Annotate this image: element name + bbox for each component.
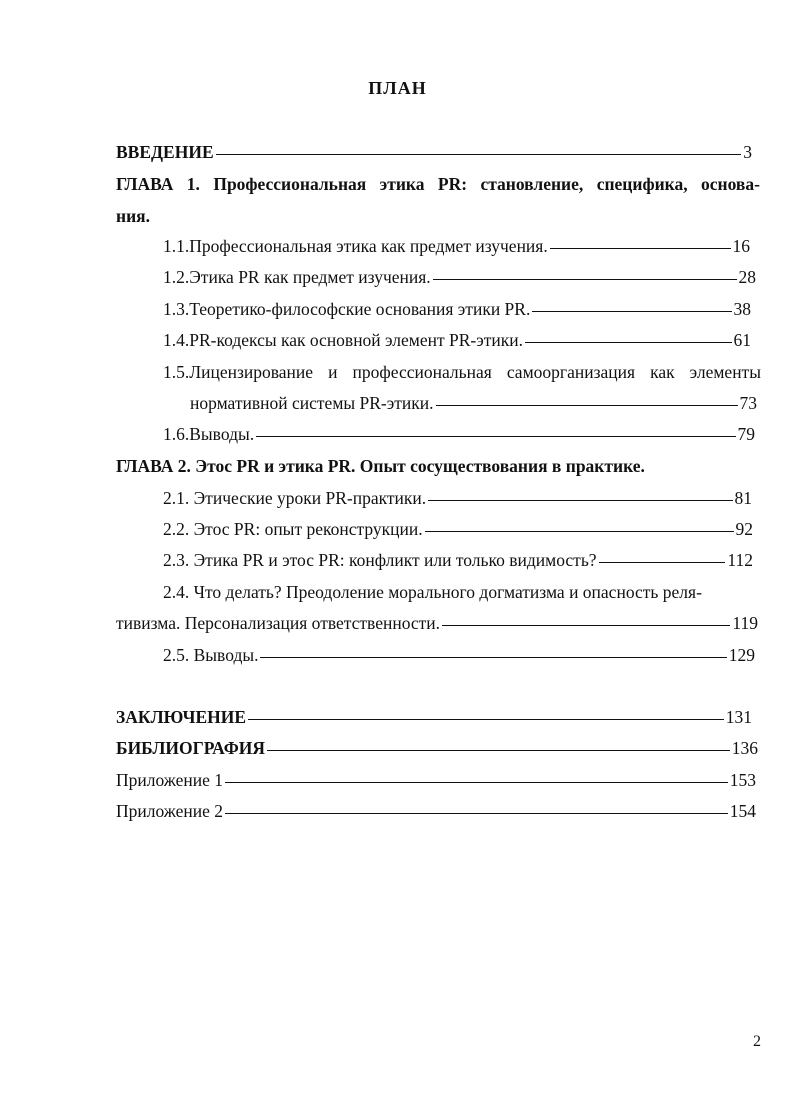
toc-item-2-4[interactable]: 2.4. Что делать? Преодоление морального догматизма и опасность реля- — [163, 582, 702, 602]
toc-item-1-5-cont[interactable]: нормативной системы PR-этики. 73 — [190, 393, 757, 413]
leader-line — [442, 625, 730, 626]
toc-intro-page: 3 — [743, 142, 752, 162]
toc-intro[interactable] — [116, 142, 752, 163]
leader-line — [428, 500, 732, 501]
toc-item-2-4-cont[interactable]: тивизма. Персонализация ответственности. 119 — [116, 613, 758, 633]
leader-line — [433, 279, 737, 280]
leader-line — [425, 531, 734, 532]
toc-item-2-1[interactable]: 2.1. Этические уроки PR-практики. 81 — [163, 488, 752, 508]
toc-item-2-2[interactable]: 2.2. Этос PR: опыт реконструкции. 92 — [163, 519, 753, 539]
toc-item-1-3[interactable]: 1.3.Теоретико-философские основания этики PR. 38 — [163, 299, 751, 319]
toc-appendix-2[interactable]: Приложение 2 154 — [116, 801, 756, 821]
leader-line — [248, 719, 724, 720]
toc-item-2-3[interactable]: 2.3. Этика PR и этос PR: конфликт или только видимость? 112 — [163, 550, 753, 570]
toc-item-1-2[interactable]: 1.2.Этика PR как предмет изучения. 28 — [163, 267, 756, 287]
leader-line — [599, 562, 726, 563]
leader-line — [260, 657, 726, 658]
page-title: ПЛАН — [368, 78, 427, 98]
leader-line — [532, 311, 731, 312]
chapter-2-heading: ГЛАВА 2. Этос PR и этика PR. Опыт сосуществования в практике. — [116, 456, 645, 476]
toc-item-1-4[interactable]: 1.4.PR-кодексы как основной элемент PR-этики. 61 — [163, 330, 751, 350]
leader-line — [256, 436, 735, 437]
toc-appendix-1[interactable]: Приложение 1 153 — [116, 770, 756, 790]
leader-line — [225, 813, 728, 814]
toc-item-1-6[interactable]: 1.6.Выводы. 79 — [163, 424, 755, 444]
chapter-1-heading: ГЛАВА 1. Профессиональная этика PR: становление, специфика, основа- — [116, 174, 760, 194]
toc-item-1-5[interactable]: 1.5.Лицензирование и профессиональная самоорганизация как элементы — [163, 362, 761, 382]
page-number: 2 — [753, 1033, 761, 1050]
chapter-1-heading-cont: ния. — [116, 206, 151, 226]
toc-item-2-5[interactable]: 2.5. Выводы. 129 — [163, 645, 755, 665]
leader-line — [225, 782, 728, 783]
leader-line — [550, 248, 731, 249]
toc-intro-label: ВВЕДЕНИЕ — [116, 142, 214, 162]
leader-line — [525, 342, 732, 343]
leader-line — [436, 405, 738, 406]
toc-conclusion[interactable]: ЗАКЛЮЧЕНИЕ 131 — [116, 707, 752, 727]
toc-item-1-1[interactable]: 1.1.Профессиональная этика как предмет изучения. 16 — [163, 236, 750, 256]
toc-bibliography[interactable]: БИБЛИОГРАФИЯ 136 — [116, 738, 758, 758]
leader-line — [216, 154, 742, 155]
leader-line — [267, 750, 730, 751]
